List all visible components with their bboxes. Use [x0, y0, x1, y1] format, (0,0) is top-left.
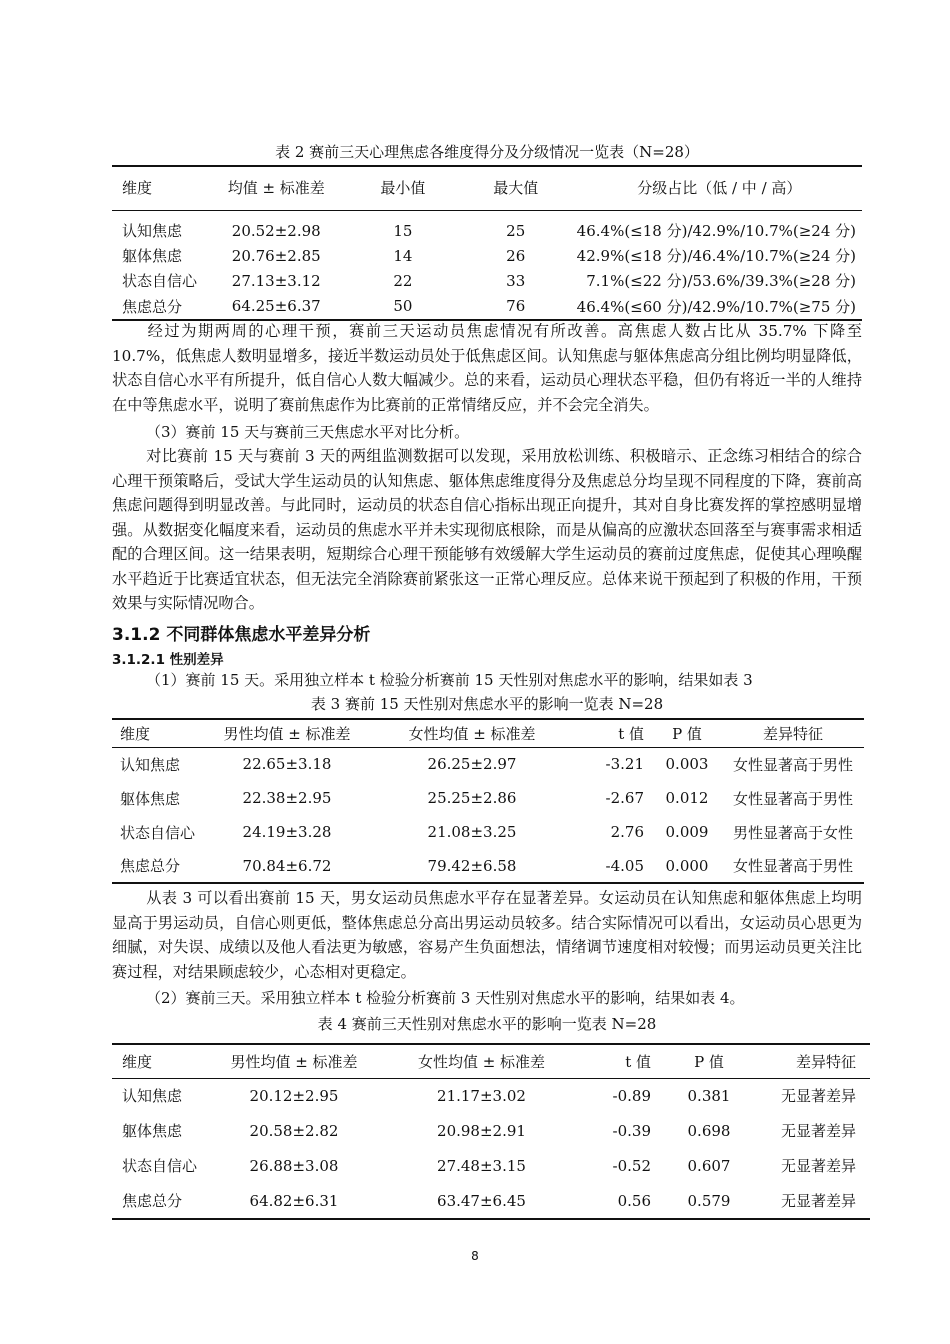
table-cell: 女性显著高于男性 — [732, 789, 853, 808]
table-cell: 女性显著高于男性 — [732, 755, 853, 774]
table-cell: 状态自信心 — [122, 1157, 198, 1175]
table4-header-cell: t 值 — [625, 1052, 651, 1071]
table-cell: 无显著差异 — [780, 1192, 856, 1210]
table4-header-cell: 男性均值 ± 标准差 — [230, 1052, 358, 1071]
body-paragraph — [112, 886, 862, 984]
table-cell: 女性显著高于男性 — [732, 857, 853, 875]
table-cell: 24.19±3.28 — [242, 823, 332, 841]
subsection-heading: 3.1.2.1 性别差异 — [112, 652, 224, 668]
table-row — [112, 1078, 870, 1113]
table-row — [112, 293, 862, 320]
section-heading: 3.1.2 不同群体焦虑水平差异分析 — [112, 625, 371, 645]
list-item: （3）赛前 15 天与赛前三天焦虑水平对比分析。 — [146, 423, 470, 441]
list-item: （2）赛前三天。采用独立样本 t 检验分析赛前 3 天性别对焦虑水平的影响，结果如表 4。 — [146, 989, 745, 1007]
table-row — [112, 747, 864, 781]
table-cell: 躯体焦虑 — [122, 1122, 183, 1140]
table-cell: 20.12±2.95 — [249, 1086, 339, 1105]
table-cell: 7.1%(≤22 分)/53.6%/39.3%(≥28 分) — [586, 272, 856, 290]
table-cell: 认知焦虑 — [120, 755, 181, 774]
table-row — [112, 243, 862, 268]
table-cell: 焦虑总分 — [120, 857, 181, 875]
table2-header-cell: 最小值 — [380, 179, 426, 197]
table-cell: 22 — [393, 271, 413, 290]
table-cell: 27.48±3.15 — [437, 1156, 526, 1175]
table-row — [112, 849, 864, 883]
table-cell: 20.58±2.82 — [249, 1121, 339, 1140]
table-cell: 42.9%(≤18 分)/46.4%/10.7%(≥24 分) — [576, 247, 856, 265]
page-number: 8 — [471, 1249, 479, 1263]
table-cell: 21.17±3.02 — [437, 1086, 526, 1105]
table-cell: 64.25±6.37 — [231, 297, 321, 315]
table4 — [112, 1043, 870, 1220]
table-cell: 2.76 — [610, 823, 644, 841]
table-cell: 20.98±2.91 — [437, 1121, 526, 1140]
body-paragraph — [112, 319, 862, 417]
table2-header-cell: 最大值 — [493, 179, 539, 197]
table-cell: 27.13±3.12 — [231, 271, 321, 290]
table-row — [112, 815, 864, 849]
table3-caption: 表 3 赛前 15 天性别对焦虑水平的影响一览表 N=28 — [310, 695, 664, 713]
table-cell: 26.25±2.97 — [427, 755, 517, 774]
table-cell: 0.381 — [687, 1086, 731, 1105]
table-cell: -0.89 — [612, 1086, 651, 1105]
table4-caption: 表 4 赛前三天性别对焦虑水平的影响一览表 N=28 — [317, 1015, 657, 1033]
paragraph-text: 对比赛前 15 天与赛前 3 天的两组监测数据可以发现，采用放松训练、积极暗示、正念练习相结合的综合心理干预策略后，受试大学生运动员的认知焦虑、躯体焦虑维度得分及焦虑总分均呈现不同程度的下降，赛前高焦虑问题得到明显改善。与此同时，运动员的状态自信心指标出现正向提升，其对自身比赛发挥的掌控感明显增强。从数据变化幅度来看，运动员的焦虑水平并未实现彻底根除，而是从偏高的应激状态回落至与赛事需求相适配的合理区间。这一结果表明，短期综合心理干预能够有效缓解大学生运动员的赛前过度焦虑，促使其心理唤醒水平趋近于比赛适宜状态，但无法完全消除赛前紧张这一正常心理反应。总体来说干预起到了积极的作用，干预效果与实际情况吻合。 — [112, 447, 862, 612]
table-cell: 男性显著高于女性 — [732, 823, 853, 842]
list-item: （1）赛前 15 天。采用独立样本 t 检验分析赛前 15 天性别对焦虑水平的影响，结果如表 3 — [146, 671, 753, 689]
table-cell: -3.21 — [605, 755, 644, 774]
table3-header-cell: 差异特征 — [762, 724, 823, 743]
table3 — [112, 718, 864, 884]
table-cell: 焦虑总分 — [122, 1192, 183, 1210]
table-cell: 22.38±2.95 — [242, 789, 332, 807]
table4-header-cell: P 值 — [694, 1052, 724, 1071]
table-cell: 79.42±6.58 — [427, 856, 517, 875]
table-cell: 无显著差异 — [780, 1087, 856, 1106]
table3-header-cell: P 值 — [672, 724, 702, 743]
table-cell: 22.65±3.18 — [242, 755, 332, 774]
table-row — [112, 1183, 870, 1219]
table-cell: -0.39 — [612, 1121, 651, 1140]
table-cell: 63.47±6.45 — [437, 1191, 526, 1210]
table-cell: 46.4%(≤60 分)/42.9%/10.7%(≥75 分) — [576, 297, 856, 316]
table-cell: 21.08±3.25 — [427, 823, 517, 841]
table3-header-cell: 女性均值 ± 标准差 — [408, 724, 536, 743]
table4-header-cell: 差异特征 — [795, 1052, 856, 1071]
table-cell: 状态自信心 — [120, 823, 196, 842]
table-cell: 0.56 — [617, 1191, 651, 1210]
table-cell: 26.88±3.08 — [249, 1156, 339, 1175]
table-cell: 0.698 — [687, 1121, 731, 1140]
table-cell: 20.52±2.98 — [231, 221, 321, 240]
table2-header-row — [112, 166, 862, 210]
table-cell: -0.52 — [612, 1156, 651, 1175]
table-cell: 15 — [393, 221, 413, 240]
table-cell: 14 — [393, 246, 413, 265]
table-cell: 状态自信心 — [122, 272, 198, 290]
table-cell: 无显著差异 — [780, 1157, 856, 1175]
table2-header-cell: 维度 — [122, 179, 153, 197]
table-cell: 认知焦虑 — [122, 1087, 183, 1106]
table2-header-cell: 分级占比（低 / 中 / 高） — [637, 179, 802, 197]
paragraph-text: 从表 3 可以看出赛前 15 天，男女运动员焦虑水平存在显著差异。女运动员在认知焦虑和躯体焦虑上均明显高于男运动员，自信心则更低，整体焦虑总分高出男运动员较多。结合实际情况可以看出，女运动员心思更为细腻，对失误、成绩以及他人看法更为敏感，容易产生负面想法，情绪调节速度相对较慢；而男运动员更关注比赛过程，对结果顾虑较少，心态相对更稳定。 — [112, 889, 862, 981]
table-cell: 20.76±2.85 — [231, 246, 321, 265]
paragraph-text: 经过为期两周的心理干预，赛前三天运动员焦虑情况有所改善。高焦虑人数占比从 35.7% 下降至 10.7%，低焦虑人数明显增多，接近半数运动员处于低焦虑区间。认知焦虑与躯体焦虑高分组比例均明显降低，状态自信心水平有所提升，低自信心人数大幅减少。总的来看，运动员心理状态平稳，但仍有将近一半的人维持在中等焦虑水平，说明了赛前焦虑作为比赛前的正常情绪反应，并不会完全消失。 — [112, 322, 862, 414]
table-cell: 25 — [506, 221, 526, 240]
body-paragraph — [112, 444, 862, 616]
table-cell: 认知焦虑 — [122, 222, 183, 240]
table-cell: 0.009 — [665, 823, 709, 841]
table2-caption: 表 2 赛前三天心理焦虑各维度得分及分级情况一览表（N=28） — [275, 143, 699, 161]
table-row — [112, 268, 862, 293]
table-cell: 25.25±2.86 — [427, 789, 517, 807]
table3-header-cell: 维度 — [120, 724, 151, 743]
table-cell: 0.012 — [665, 789, 709, 807]
table-cell: 躯体焦虑 — [120, 789, 181, 808]
table-cell: 焦虑总分 — [122, 297, 183, 316]
table-cell: 26 — [506, 246, 526, 265]
table-row — [112, 1113, 870, 1148]
table2-header-cell: 均值 ± 标准差 — [227, 179, 325, 197]
table-cell: 33 — [506, 271, 526, 290]
table3-header-cell: 男性均值 ± 标准差 — [223, 724, 351, 743]
table3-header-cell: t 值 — [618, 724, 644, 743]
table-row — [112, 1148, 870, 1183]
table-cell: 无显著差异 — [780, 1122, 856, 1140]
table-row — [112, 781, 864, 815]
table4-header-cell: 女性均值 ± 标准差 — [417, 1052, 546, 1071]
table-cell: 64.82±6.31 — [249, 1191, 339, 1210]
table-cell: 0.607 — [687, 1156, 731, 1175]
table-cell: -2.67 — [605, 789, 644, 807]
table-cell: 0.000 — [665, 856, 709, 875]
table4-header-cell: 维度 — [122, 1052, 153, 1071]
table-cell: -4.05 — [605, 856, 644, 875]
table-cell: 0.579 — [687, 1191, 731, 1210]
table4-header-row — [112, 1044, 870, 1078]
table-cell: 0.003 — [665, 755, 709, 774]
table3-header-row — [112, 719, 864, 747]
table-row — [112, 218, 862, 243]
table2 — [112, 165, 862, 321]
table-cell: 躯体焦虑 — [122, 247, 183, 265]
table-cell: 70.84±6.72 — [242, 856, 332, 875]
table-cell: 50 — [393, 297, 413, 315]
table-cell: 46.4%(≤18 分)/42.9%/10.7%(≥24 分) — [576, 222, 856, 240]
table-cell: 76 — [506, 297, 526, 315]
